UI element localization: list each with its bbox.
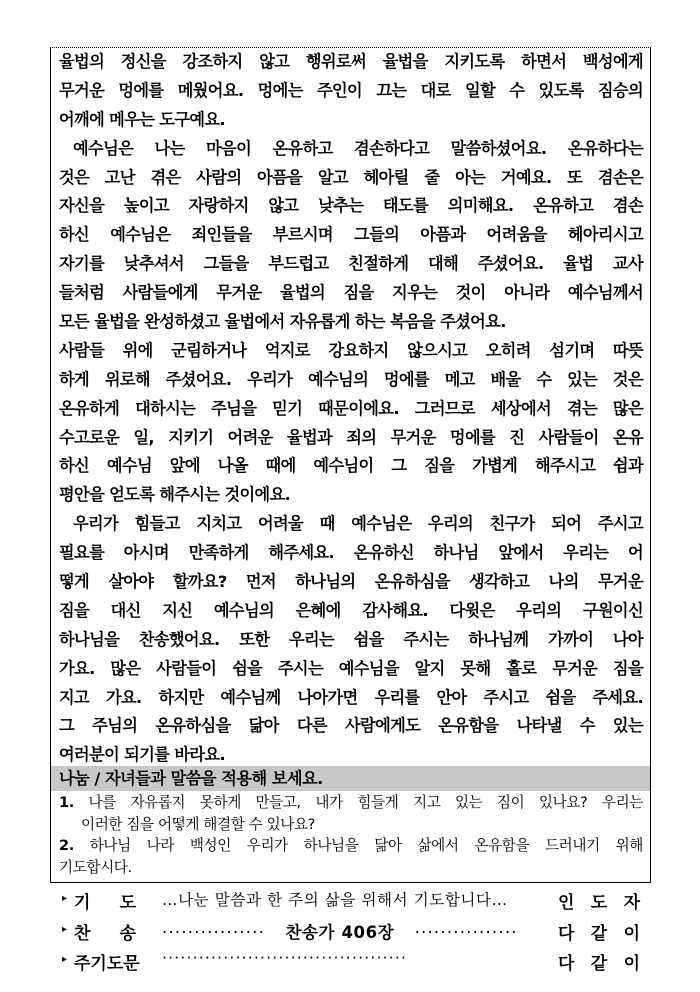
body-line: 예수님은 나는 마음이 온유하고 겸손하다고 말씀하셨어요. 온유하다는 xyxy=(73,138,643,158)
body-line: 무거운 멍에를 메웠어요. 멍에는 주인이 끄는 대로 일할 수 있도록 짐승의 xyxy=(59,80,643,100)
order-label: 찬 송 xyxy=(74,924,136,944)
body-line: 수고로운 일, 지키기 어려운 율법과 죄의 무거운 멍에를 진 사람들이 온유 xyxy=(59,427,643,447)
body-line: 온유하게 대하시는 주님을 믿기 때문이에요. 그러므로 세상에서 겪는 많은 xyxy=(59,398,643,418)
question-text: 하나님 나라 백성인 우리가 하나님을 닮아 삶에서 온유함을 드러내기 위해 xyxy=(89,837,643,854)
body-line: 떻게 살아야 할까요? 먼저 하나님의 온유하심을 생각하고 나의 무거운 xyxy=(59,572,643,592)
body-line: 율법의 정신을 강조하지 않고 행위로써 율법을 지키도록 하면서 백성에게 xyxy=(59,52,643,71)
triangle-bullet-icon: ▸ xyxy=(62,954,68,965)
sermon-box xyxy=(50,47,651,883)
triangle-bullet-icon: ▸ xyxy=(62,924,68,935)
body-line: 들처럼 사람들에게 무거운 율법의 짐을 지우는 것이 아니라 예수님께서 xyxy=(59,283,643,303)
sermon-body xyxy=(59,48,643,770)
order-description xyxy=(162,949,542,967)
body-line: 짐을 대신 지신 예수님의 은혜에 감사해요. 다윗은 우리의 구원이신 xyxy=(59,600,643,620)
order-description xyxy=(162,919,542,943)
body-line: 하게 위로해 주셨어요. 우리가 예수님의 멍에를 메고 배울 수 있는 것은 xyxy=(59,369,643,389)
body-line: 지고 가요. 하지만 예수님께 나아가면 우리를 안아 주시고 쉼을 주세요. xyxy=(59,687,643,707)
leader-dots: ········································ xyxy=(162,949,408,967)
share-questions xyxy=(59,792,643,878)
order-row-lords-prayer xyxy=(62,947,642,977)
share-heading-bar xyxy=(51,766,650,791)
question-number: 1. xyxy=(59,794,74,811)
order-label: 주기도문 xyxy=(74,954,140,974)
order-description: …나눈 말씀과 한 주의 삶을 위해서 기도합니다… xyxy=(162,891,508,909)
body-line: 하신 예수님 앞에 나올 때에 예수님이 그 짐을 가볍게 해주시고 쉼과 xyxy=(59,456,643,476)
body-line: 하신 예수님은 죄인들을 부르시며 그들의 아픔과 어려움을 헤아리시고 xyxy=(59,225,643,245)
question-number: 2. xyxy=(59,837,74,854)
body-line: 사람들 위에 군림하거나 억지로 강요하지 않으시고 오히려 섬기며 따뜻 xyxy=(59,340,643,360)
body-line: 하나님을 찬송했어요. 또한 우리는 쉼을 주시는 하나님께 가까이 나아 xyxy=(59,629,643,649)
question-1-line-1 xyxy=(59,792,643,814)
body-line: 모든 율법을 완성하셨고 율법에서 자유롭게 하는 복음을 주셨어요. xyxy=(59,312,506,332)
leader-dots: ················ xyxy=(414,923,518,942)
body-line: 어깨에 메우는 도구예요. xyxy=(59,109,225,129)
body-line: 가요. 많은 사람들이 쉼을 주시는 예수님을 알지 못해 홀로 무거운 짐을 xyxy=(59,658,643,678)
body-line: 것은 고난 겪은 사람의 아픔을 알고 헤아릴 줄 아는 거예요. 또 겸손은 xyxy=(59,167,643,187)
question-1-line-2: 이러한 짐을 어떻게 해결할 수 있나요? xyxy=(81,815,316,833)
order-row-hymn xyxy=(62,917,642,947)
order-leader: 다 같 이 xyxy=(558,924,640,944)
hymn-number: 찬송가 406장 xyxy=(285,923,395,942)
leader-dots: ················ xyxy=(162,923,266,942)
question-2-line-1 xyxy=(59,835,643,857)
body-line: 평안을 얻도록 해주시는 것이에요. xyxy=(59,485,291,505)
body-line: 자신을 높이고 자랑하지 않고 낮추는 태도를 의미해요. 온유하고 겸손 xyxy=(59,196,643,216)
body-line: 필요를 아시며 만족하게 해주세요. 온유하신 하나님 앞에서 우리는 어 xyxy=(59,543,643,563)
order-row-prayer xyxy=(62,886,642,916)
body-line: 그 주님의 온유하심을 닮아 다른 사람에게도 온유함을 나타낼 수 있는 xyxy=(59,716,643,736)
order-leader: 인 도 자 xyxy=(558,893,640,913)
question-text: 나를 자유롭지 못하게 만들고, 내가 힘들게 지고 있는 짐이 있나요? 우리는 xyxy=(88,794,643,811)
order-label: 기 도 xyxy=(74,893,136,913)
share-heading: 나눔 / 자녀들과 말씀을 적용해 보세요. xyxy=(59,769,323,788)
order-leader: 다 같 이 xyxy=(558,954,640,974)
body-line: 여러분이 되기를 바라요. xyxy=(59,745,225,765)
question-2-line-2: 기도합시다. xyxy=(59,858,132,876)
body-line: 우리가 힘들고 지치고 어려울 때 예수님은 우리의 친구가 되어 주시고 xyxy=(73,514,643,534)
body-line: 자기를 낮추셔서 그들을 부드럽고 친절하게 대해 주셨어요. 율법 교사 xyxy=(59,254,643,274)
triangle-bullet-icon: ▸ xyxy=(62,893,68,904)
